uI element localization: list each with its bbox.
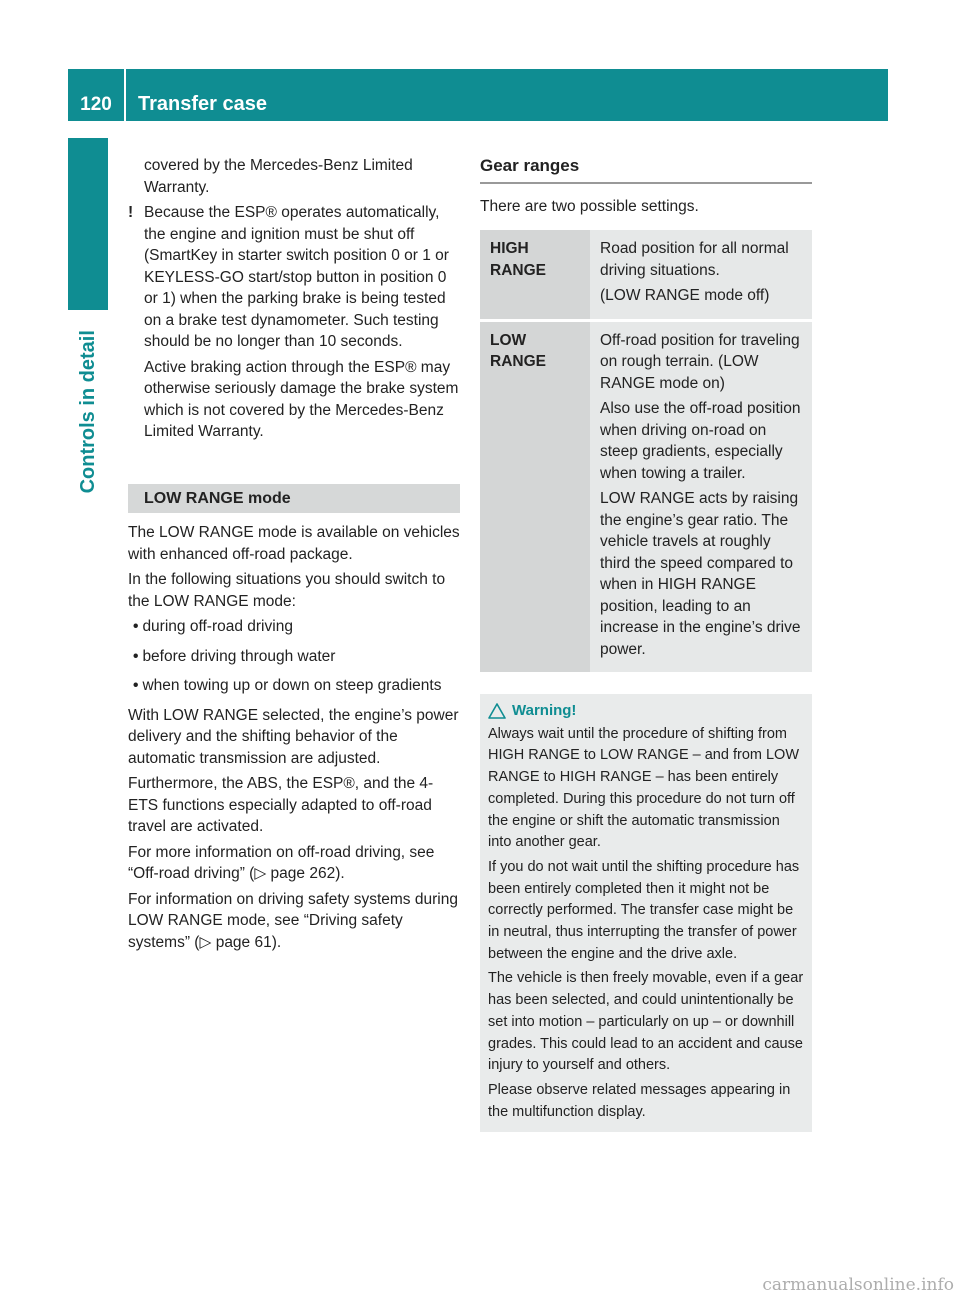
gear-range-table — [480, 230, 812, 672]
table-key: LOW RANGE — [480, 320, 590, 672]
list-item: • during off-road driving — [133, 618, 293, 635]
table-row — [480, 320, 812, 672]
paragraph: The LOW RANGE mode is available on vehicles with enhanced off-road package. — [128, 524, 460, 563]
section-heading: LOW RANGE mode — [128, 484, 460, 514]
paragraph: Furthermore, the ABS, the ESP®, and the 4-ETS functions especially adapted to off-road travel are activated. — [128, 775, 434, 835]
paragraph: There are two possible settings. — [480, 197, 699, 215]
table-value: Off-road position for traveling on rough terrain. (LOW RANGE mode on) Also use the off-road position when driving on-road on steep gradients, especially when towing a trailer. LOW RANGE acts by raising the engine’s gear ratio. The vehicle travels at roughly third the speed compared to when in HIGH RANGE position, leading to an increase in the engine’s drive power. — [590, 320, 812, 672]
page-number: 120 — [68, 69, 126, 121]
watermark: carmanualsonline.info — [762, 1274, 954, 1295]
table-key: HIGH RANGE — [480, 230, 590, 320]
section-heading: Gear ranges — [480, 155, 812, 184]
bullet-icon: • — [133, 647, 139, 665]
list-item: • when towing up or down on steep gradients — [133, 677, 442, 694]
paragraph: For more information on off-road driving, see “Off-road driving” (▷ page 262). — [128, 843, 435, 882]
list-item: • before driving through water — [133, 647, 336, 665]
table-row — [480, 230, 812, 320]
warning-paragraph: Please observe related messages appearing in the multifunction display. — [488, 1081, 791, 1120]
warning-paragraph: The vehicle is then freely movable, even if a gear has been selected, and could unintentionally be set into motion – particularly on up – or downhill grades. This could lead to an accident and cause injury to yourself and others. — [488, 970, 804, 1074]
bullet-icon: • — [133, 677, 139, 694]
paragraph: For information on driving safety systems during LOW RANGE mode, see “Driving safety systems” (▷ page 61). — [128, 890, 458, 951]
paragraph: In the following situations you should switch to the LOW RANGE mode: — [128, 571, 446, 610]
exclamation-icon: ! — [128, 204, 134, 221]
page-title: Transfer case — [138, 92, 267, 115]
right-column — [480, 155, 812, 1132]
note-text: Because the ESP® operates automatically, the engine and ignition must be shut off (SmartKey in starter switch position 0 or 1 or KEYLESS-GO start/stop button in position 0 or 1) when the parking brake is being tested on a brake test dynamometer. Such testing should be no longer than 10 seconds. — [144, 204, 449, 350]
left-column — [128, 155, 460, 957]
note-paragraph-2: Active braking action through the ESP® may otherwise seriously damage the brake system which is not covered by the Mercedes-Benz Limited Warranty. — [144, 358, 459, 440]
table-value: Road position for all normal driving situations. (LOW RANGE mode off) — [590, 230, 812, 320]
warning-title: Warning! — [488, 700, 804, 722]
warning-paragraph: If you do not wait until the shifting procedure has been entirely completed then it might not be correctly performed. The transfer case might be in neutral, thus interrupting the transfer of power between the engine and the drive axle. — [488, 858, 800, 962]
side-chapter-label — [72, 312, 106, 512]
warning-paragraph: Always wait until the procedure of shifting from HIGH RANGE to LOW RANGE – and from LOW RANGE to HIGH RANGE – has been entirely completed. During this procedure do not turn off the engine or shift the automatic transmission into another gear. — [488, 725, 800, 851]
paragraph: covered by the Mercedes-Benz Limited Warranty. — [144, 157, 413, 196]
note-paragraph — [128, 202, 460, 353]
bullet-icon: • — [133, 618, 139, 635]
warning-box — [480, 694, 812, 1132]
warning-triangle-icon — [488, 703, 506, 719]
side-tab-block — [68, 138, 108, 310]
page-header — [68, 69, 888, 121]
side-chapter-text: Controls in detail — [77, 330, 100, 494]
paragraph: With LOW RANGE selected, the engine’s power delivery and the shifting behavior of the automatic transmission are adjusted. — [128, 706, 459, 767]
